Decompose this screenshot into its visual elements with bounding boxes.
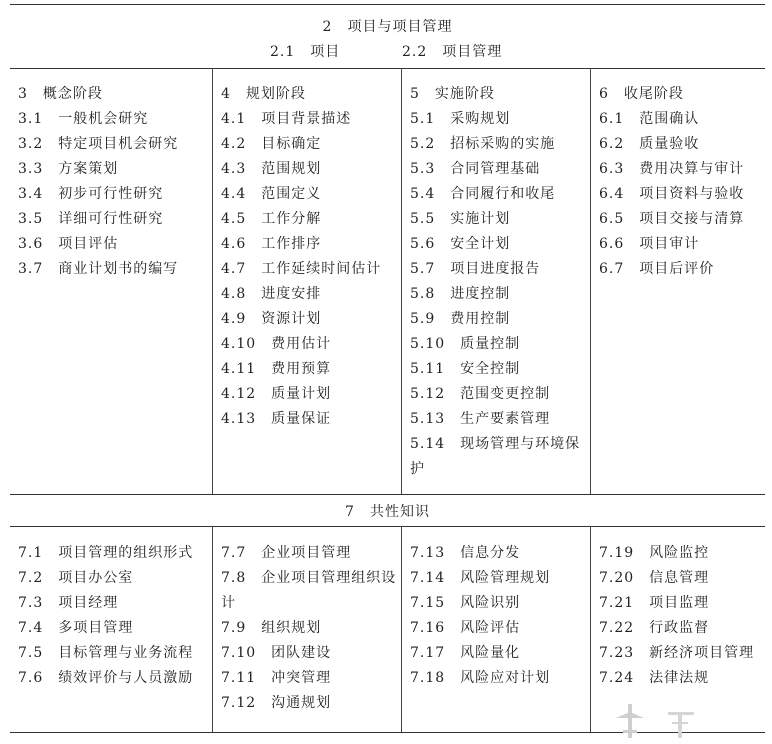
list-item-wrapped: 5.14 现场管理与环境保护 <box>410 436 581 477</box>
list-item: 3.5 详细可行性研究 <box>18 211 164 227</box>
list-item: 4.9 资源计划 <box>221 311 322 327</box>
phase-implementation <box>410 82 586 482</box>
common-divider-2 <box>401 526 402 732</box>
list-item-wrapped: 7.8 企业项目管理组织设计 <box>221 570 397 611</box>
list-item: 7.13 信息分发 <box>410 545 521 561</box>
list-item: 6.3 费用决算与审计 <box>599 161 745 177</box>
list-item: 4.7 工作延续时间估计 <box>221 261 382 277</box>
list-item: 7.7 企业项目管理 <box>221 545 352 561</box>
list-item: 7.15 风险识别 <box>410 595 521 611</box>
list-item: 6.2 质量验收 <box>599 136 700 152</box>
phase-planning <box>221 82 399 432</box>
header-rule <box>10 68 765 69</box>
list-item: 5.3 合同管理基础 <box>410 161 541 177</box>
list-item: 6.6 项目审计 <box>599 236 700 252</box>
list-item: 4.10 费用估计 <box>221 336 332 352</box>
list-item: 7.11 冲突管理 <box>221 670 332 686</box>
list-item: 7.12 沟通规划 <box>221 695 332 711</box>
list-item: 4.12 质量计划 <box>221 386 332 402</box>
list-item: 7.2 项目办公室 <box>18 570 134 586</box>
list-item: 6.1 范围确认 <box>599 111 700 127</box>
phase-concept <box>18 82 208 282</box>
list-item: 7.22 行政监督 <box>599 620 710 636</box>
common-divider-1 <box>212 526 213 732</box>
list-item: 5.6 安全计划 <box>410 236 511 252</box>
phase-title: 3 概念阶段 <box>18 86 103 102</box>
list-item: 7.21 项目监理 <box>599 595 710 611</box>
list-item: 7.19 风险监控 <box>599 545 710 561</box>
list-item: 5.13 生产要素管理 <box>410 411 551 427</box>
list-item: 7.17 风险量化 <box>410 645 521 661</box>
list-item: 5.2 招标采购的实施 <box>410 136 556 152</box>
list-item: 3.1 一般机会研究 <box>18 111 149 127</box>
list-item: 5.1 采购规划 <box>410 111 511 127</box>
list-item: 5.11 安全控制 <box>410 361 521 377</box>
list-item: 7.1 项目管理的组织形式 <box>18 545 194 561</box>
common-col-2 <box>221 541 397 716</box>
list-item: 3.7 商业计划书的编写 <box>18 261 179 277</box>
common-col-4 <box>599 541 763 691</box>
list-item: 5.8 进度控制 <box>410 286 511 302</box>
list-item: 7.20 信息管理 <box>599 570 710 586</box>
list-item: 7.14 风险管理规划 <box>410 570 551 586</box>
crane-icon <box>668 712 694 738</box>
knowledge-table <box>10 4 765 734</box>
list-item: 7.9 组织规划 <box>221 620 322 636</box>
list-item: 7.18 风险应对计划 <box>410 670 551 686</box>
common-title: 7 共性知识 <box>345 504 430 520</box>
list-item: 5.9 费用控制 <box>410 311 511 327</box>
list-item: 5.10 质量控制 <box>410 336 521 352</box>
list-item: 3.6 项目评估 <box>18 236 119 252</box>
list-item: 7.4 多项目管理 <box>18 620 134 636</box>
list-item: 3.4 初步可行性研究 <box>18 186 164 202</box>
airplane-icon <box>616 704 644 738</box>
list-item: 6.5 项目交接与清算 <box>599 211 745 227</box>
main-title: 2 项目与项目管理 <box>322 19 453 35</box>
phase-title: 6 收尾阶段 <box>599 86 684 102</box>
phase-divider-3 <box>590 68 591 494</box>
list-item: 4.8 进度安排 <box>221 286 322 302</box>
subtitle-project-management: 2.2 项目管理 <box>402 44 503 60</box>
phase-divider-2 <box>401 68 402 494</box>
list-item: 6.7 项目后评价 <box>599 261 715 277</box>
list-item: 7.16 风险评估 <box>410 620 521 636</box>
list-item: 7.3 项目经理 <box>18 595 119 611</box>
list-item: 4.4 范围定义 <box>221 186 322 202</box>
list-item: 4.6 工作排序 <box>221 236 322 252</box>
list-item: 5.5 实施计划 <box>410 211 511 227</box>
list-item: 5.4 合同履行和收尾 <box>410 186 556 202</box>
phases-bottom-rule <box>10 494 765 495</box>
list-item: 6.4 项目资料与验收 <box>599 186 745 202</box>
common-header-rule <box>10 526 765 527</box>
list-item: 4.13 质量保证 <box>221 411 332 427</box>
list-item: 5.7 项目进度报告 <box>410 261 541 277</box>
common-col-3 <box>410 541 586 691</box>
common-col-1 <box>18 541 208 691</box>
list-item: 7.5 目标管理与业务流程 <box>18 645 194 661</box>
list-item: 5.12 范围变更控制 <box>410 386 551 402</box>
phase-title: 5 实施阶段 <box>410 86 495 102</box>
list-item: 7.23 新经济项目管理 <box>599 645 755 661</box>
phase-closeout <box>599 82 763 282</box>
list-item: 4.11 费用预算 <box>221 361 332 377</box>
list-item: 3.2 特定项目机会研究 <box>18 136 179 152</box>
subtitle-project: 2.1 项目 <box>270 44 341 60</box>
list-item: 7.24 法律法规 <box>599 670 710 686</box>
list-item: 7.6 绩效评价与人员激励 <box>18 670 194 686</box>
phase-title: 4 规划阶段 <box>221 86 306 102</box>
watermark-decoration <box>560 700 700 740</box>
top-rule <box>10 4 765 5</box>
phase-divider-1 <box>212 68 213 494</box>
list-item: 4.5 工作分解 <box>221 211 322 227</box>
list-item: 3.3 方案策划 <box>18 161 119 177</box>
list-item: 4.1 项目背景描述 <box>221 111 352 127</box>
list-item: 7.10 团队建设 <box>221 645 332 661</box>
list-item: 4.2 目标确定 <box>221 136 322 152</box>
list-item: 4.3 范围规划 <box>221 161 322 177</box>
